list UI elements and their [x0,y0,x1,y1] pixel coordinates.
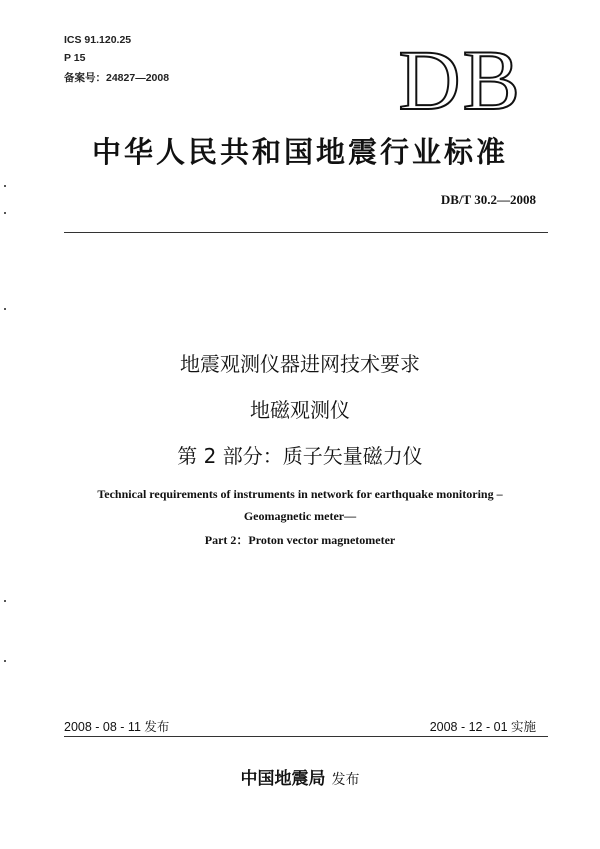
implementation-date: 2008 - 12 - 01 实施 [429,720,536,734]
footer-divider [64,736,548,737]
scan-speck [4,308,6,310]
publisher-name: 中国地震局 [240,769,326,789]
standard-category-title: 中华人民共和国地震行业标准 [91,135,508,169]
publisher [0,764,600,789]
scan-speck [4,600,6,602]
header-divider [64,232,548,233]
issue-date: 2008 - 08 - 11 发布 [64,720,170,734]
scan-speck [4,660,6,662]
scan-speck [4,212,6,214]
scan-speck [4,185,6,187]
title-cn-line1: 地震观测仪器进网技术要求 [180,352,420,376]
title-en-line2: Geomagnetic meter— [243,509,357,523]
ics-code: ICS 91.120.25 [64,34,132,46]
db-logo: DB [398,32,522,128]
publisher-suffix: 发布 [331,772,360,788]
standard-number: DB/T 30.2—2008 [440,192,536,207]
title-en-line3: Part 2：Proton vector magnetometer [204,533,396,547]
title-en-line1: Technical requirements of instruments in network for earthquake monitoring – [97,487,503,501]
title-cn-line3: 第 2 部分：质子矢量磁力仪 [177,444,423,468]
record-number: 备案号：24827—2008 [64,72,170,84]
classification-code: P 15 [64,52,86,64]
title-cn-line2: 地磁观测仪 [250,398,350,422]
